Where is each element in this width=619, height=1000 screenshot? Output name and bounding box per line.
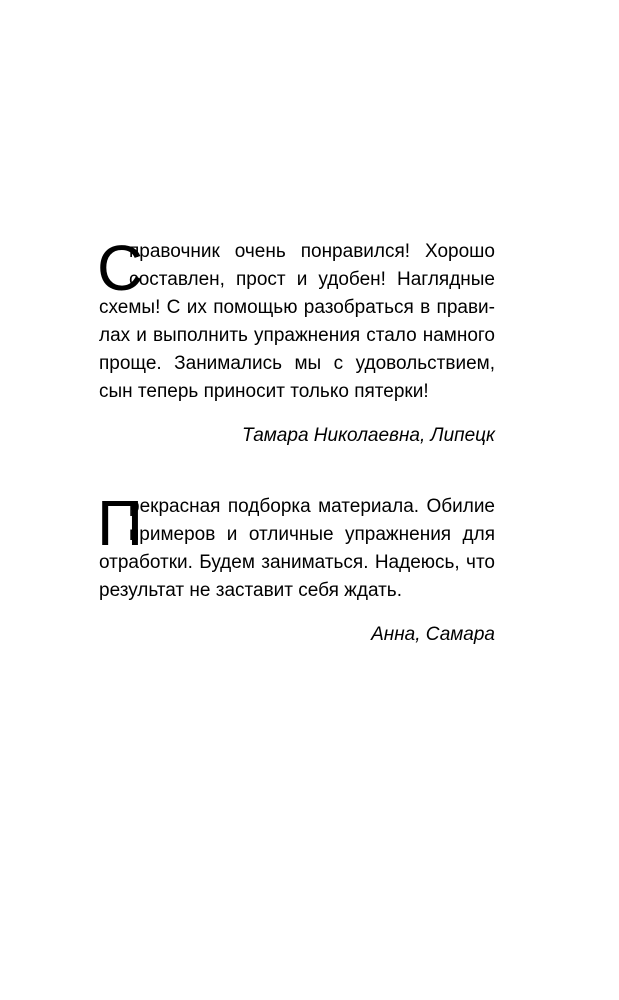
text-line: составлен, прост и удобен! Наглядные (129, 269, 495, 290)
drop-cap: П (97, 487, 143, 559)
text-line: проще. Занимались мы с удовольствием, (99, 353, 495, 374)
review-author: Тамара Николаевна, Липецк (242, 425, 495, 446)
text-line: лах и выполнить упражнения стало намного (99, 325, 495, 346)
text-line: примеров и отличные упражнения для (129, 524, 495, 545)
text-line: схемы! С их помощью разобраться в прави- (99, 297, 495, 318)
review-text (97, 487, 495, 605)
review-1 (97, 232, 495, 450)
drop-cap: С (97, 232, 144, 304)
text-line: отработки. Будем заниматься. Надеюсь, что (99, 552, 495, 573)
review-2 (97, 487, 495, 649)
text-line: рекрасная подборка материала. Обилие (129, 496, 495, 517)
text-line: результат не заставит себя ждать. (99, 580, 402, 601)
review-text (97, 232, 495, 406)
text-line: правочник очень понравился! Хорошо (129, 241, 495, 262)
text-line: сын теперь приносит только пятерки! (99, 381, 429, 402)
review-author: Анна, Самара (371, 624, 495, 645)
